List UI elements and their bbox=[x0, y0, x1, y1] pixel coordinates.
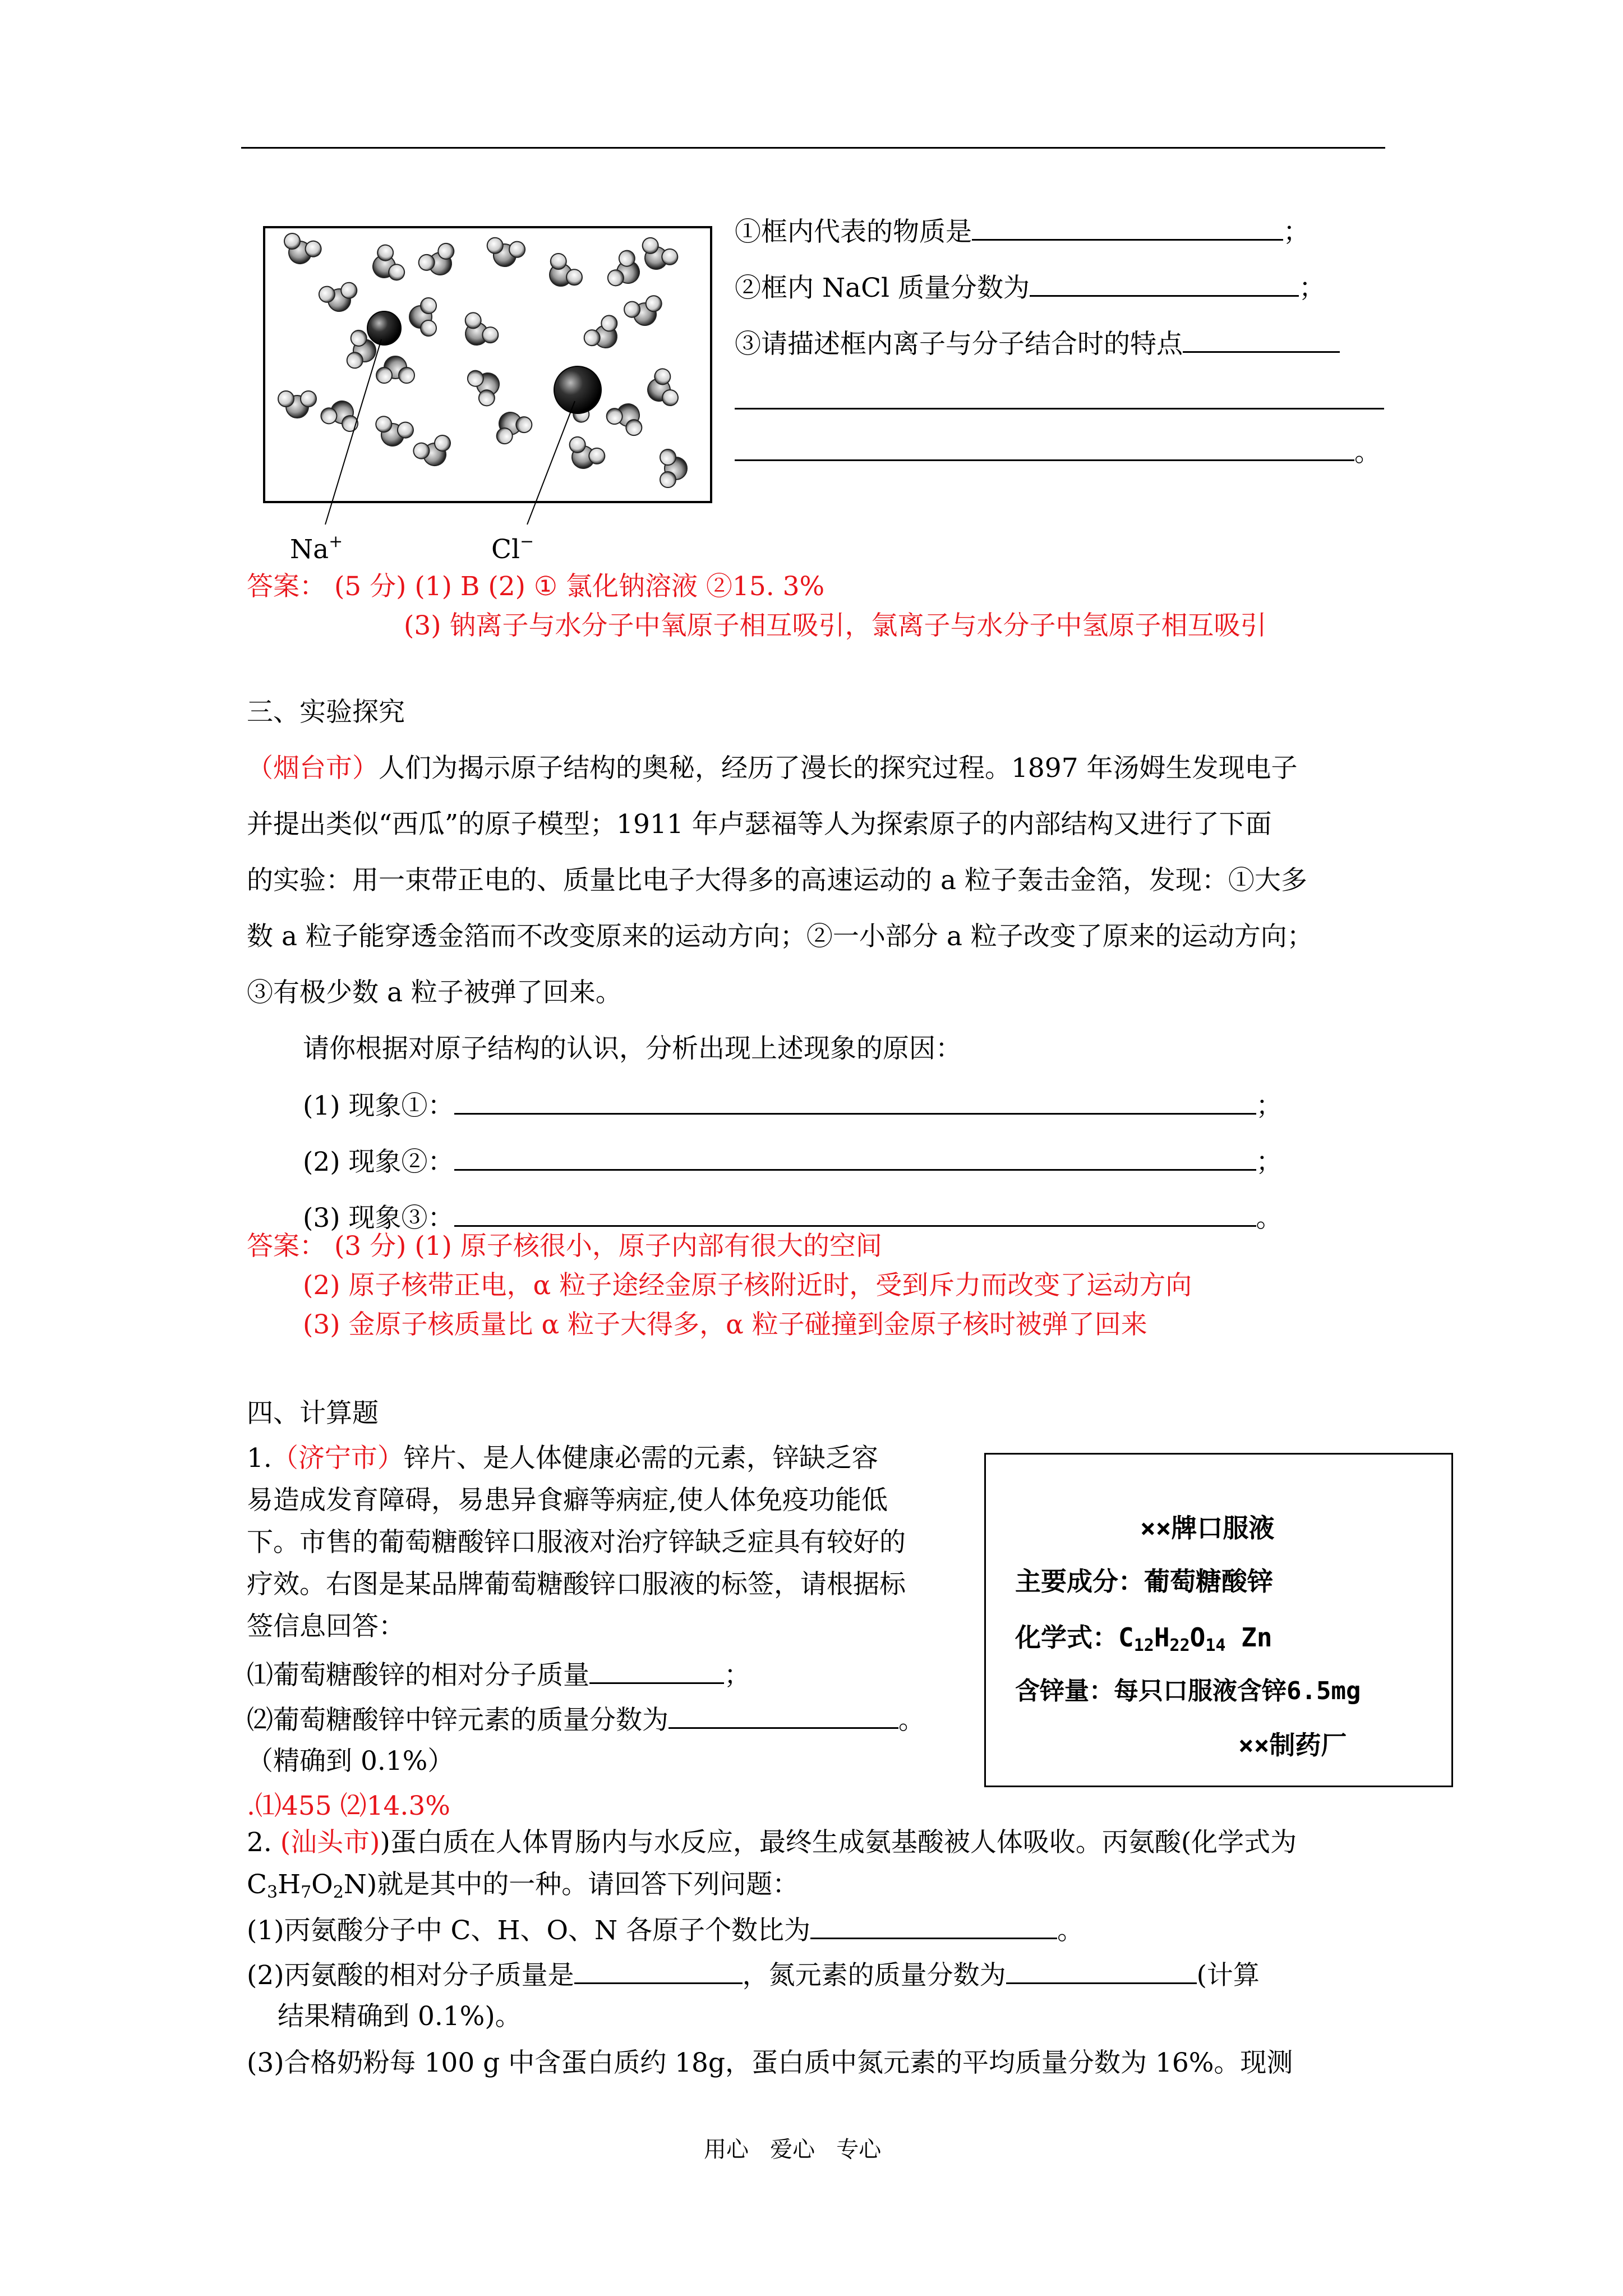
problem-2-q3: (3)合格奶粉每 100 g 中含蛋白质约 18g，蛋白质中氮元素的平均质量分数为 16%。现测 bbox=[247, 2047, 1293, 2078]
section-3-para-line5: ③有极少数 a 粒子被弹了回来。 bbox=[247, 977, 622, 1008]
source-tag: （济宁市） bbox=[271, 1443, 404, 1474]
phenomenon-3: (3) 现象③： 。 bbox=[303, 1200, 1283, 1235]
source-tag: （烟台市） bbox=[247, 753, 379, 784]
problem-1-q2-precision: （精确到 0.1%） bbox=[247, 1746, 454, 1777]
problem-1-q1: ⑴葡萄糖酸锌的相对分子质量 ； bbox=[247, 1658, 750, 1692]
salt-question-3: ③请描述框内离子与分子结合时的特点 bbox=[735, 326, 1340, 361]
problem-2-q2: (2)丙氨酸的相对分子质量是 ，氮元素的质量分数为 (计算 bbox=[247, 1958, 1260, 1993]
answer-blank[interactable] bbox=[735, 435, 1354, 461]
section-3-answer-1: 答案： (3 分) (1) 原子核很小，原子内部有很大的空间 bbox=[247, 1231, 882, 1262]
chloride-label: Cl− bbox=[491, 532, 534, 565]
answer-blank[interactable] bbox=[668, 1703, 898, 1729]
problem-1-line1: 1.（济宁市）锌片、是人体健康必需的元素，锌缺乏容 bbox=[247, 1443, 878, 1474]
section-3-para-line2: 并提出类似“西瓜”的原子模型；1911 年卢瑟福等人为探索原子的内部结构又进行了下面 bbox=[247, 809, 1272, 840]
answer-blank[interactable] bbox=[454, 1200, 1256, 1227]
answer-blank[interactable] bbox=[454, 1088, 1256, 1115]
section-3-prompt: 请你根据对原子结构的认识，分析出现上述现象的原因： bbox=[303, 1033, 962, 1064]
answer-blank[interactable] bbox=[1006, 1958, 1197, 1984]
salt-question-1: ①框内代表的物质是 ； bbox=[735, 214, 1310, 249]
alanine-formula: $C_3H_7O_2N$ bbox=[247, 1869, 367, 1902]
label-title: ××牌口服液 bbox=[1140, 1513, 1275, 1543]
section-3-para-line4: 数 a 粒子能穿透金箔而不改变原来的运动方向；②一小部分 a 粒子改变了原来的运动方向； bbox=[247, 921, 1313, 952]
answer-blank[interactable] bbox=[1030, 270, 1299, 297]
answer-blank[interactable] bbox=[574, 1958, 743, 1984]
header-rule bbox=[241, 147, 1385, 149]
medicine-label bbox=[984, 1453, 1453, 1787]
problem-2-q1: (1)丙氨酸分子中 C、H、O、N 各原子个数比为 。 bbox=[247, 1913, 1083, 1948]
problem-2-q2-cont: 结果精确到 0.1%)。 bbox=[278, 2001, 522, 2032]
water-molecules bbox=[278, 231, 687, 487]
problem-1-line2: 易造成发育障碍，易患异食癖等病症,使人体免疫功能低 bbox=[247, 1485, 888, 1516]
source-tag: (汕头市) bbox=[280, 1827, 380, 1858]
label-maker: ××制药厂 bbox=[1238, 1730, 1347, 1760]
label-ingredient: 主要成分：葡萄糖酸锌 bbox=[1015, 1566, 1273, 1596]
section-4-heading: 四、计算题 bbox=[247, 1398, 379, 1429]
answer-blank[interactable] bbox=[454, 1144, 1256, 1171]
phenomenon-2: (2) 现象②： ； bbox=[303, 1144, 1283, 1179]
section-3-para-line1: （烟台市）人们为揭示原子结构的奥秘，经历了漫长的探究过程。1897 年汤姆生发现电子 bbox=[247, 753, 1298, 784]
phenomenon-1: (1) 现象①： ； bbox=[303, 1088, 1283, 1123]
sodium-label: Na+ bbox=[290, 532, 343, 565]
problem-2-line1: 2. (汕头市))蛋白质在人体胃肠内与水反应，最终生成氨基酸被人体吸收。丙氨酸(化学式为 bbox=[247, 1827, 1297, 1858]
problem-1-line5: 签信息回答： bbox=[247, 1611, 405, 1642]
sodium-ion bbox=[367, 311, 401, 345]
chloride-ion bbox=[554, 366, 601, 413]
section-3-answer-2: (2) 原子核带正电，α 粒子途经金原子核附近时，受到斥力而改变了运动方向 bbox=[303, 1270, 1192, 1301]
answer-blank[interactable] bbox=[589, 1658, 724, 1684]
salt-answer-1: 答案： (5 分) (1) B (2) ① 氯化钠溶液 ②15. 3% bbox=[247, 571, 825, 602]
salt-question-2: ②框内 NaCl 质量分数为 ； bbox=[735, 270, 1325, 305]
section-3-para-line3: 的实验：用一束带正电的、质量比电子大得多的高速运动的 a 粒子轰击金箔，发现：①大多 bbox=[247, 865, 1307, 896]
problem-1-line4: 疗效。右图是某品牌葡萄糖酸锌口服液的标签，请根据标 bbox=[247, 1569, 906, 1600]
label-formula: 化学式：$C_{12}H_{22}O_{14}$ Zn bbox=[1015, 1622, 1272, 1655]
answer-blank[interactable] bbox=[972, 214, 1283, 241]
section-3-heading: 三、实验探究 bbox=[247, 697, 405, 728]
nacl-solution-diagram bbox=[247, 222, 729, 569]
page-footer: 用心 爱心 专心 bbox=[704, 2137, 882, 2162]
problem-1-line3: 下。市售的葡萄糖酸锌口服液对治疗锌缺乏症具有较好的 bbox=[247, 1527, 906, 1558]
salt-answer-2: (3) 钠离子与水分子中氧原子相互吸引，氯离子与水分子中氢原子相互吸引 bbox=[404, 610, 1267, 641]
answer-blank[interactable] bbox=[1183, 326, 1340, 353]
problem-2-line2: $C_3H_7O_2N$)就是其中的一种。请回答下列问题： bbox=[247, 1869, 799, 1902]
answer-line[interactable] bbox=[735, 408, 1384, 409]
salt-question-3-line2: 。 bbox=[735, 435, 1381, 470]
section-3-answer-3: (3) 金原子核质量比 α 粒子大得多，α 粒子碰撞到金原子核时被弹了回来 bbox=[303, 1309, 1147, 1340]
problem-1-answer: .⑴455 ⑵14.3% bbox=[247, 1791, 450, 1821]
label-zinc-content: 含锌量：每只口服液含锌6.5mg bbox=[1015, 1677, 1361, 1705]
problem-1-q2: ⑵葡萄糖酸锌中锌元素的质量分数为 。 bbox=[247, 1703, 925, 1737]
answer-blank[interactable] bbox=[810, 1913, 1057, 1939]
